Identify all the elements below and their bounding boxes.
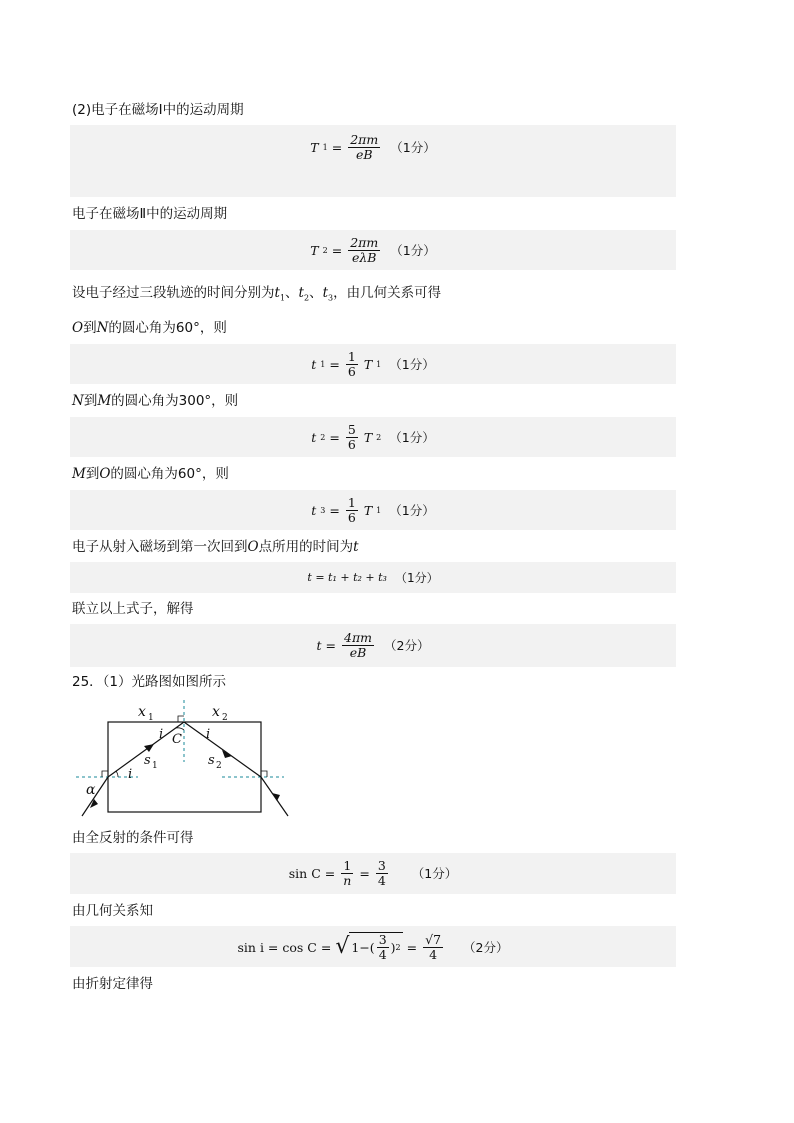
- equation-t1: t 1 = $\frac{1}{6}$ T 1 （1分）: [311, 348, 435, 379]
- svg-text:C: C: [172, 732, 182, 747]
- svg-text:α: α: [86, 782, 96, 798]
- svg-text:s: s: [208, 753, 215, 768]
- equation-t2: t 2 = $\frac{5}{6}$ T 2 （1分）: [311, 421, 435, 452]
- svg-text:2: 2: [222, 713, 228, 723]
- text-line-4: O到N的圆心角为60°，则: [72, 320, 227, 336]
- equation-sinC: sin C = $\frac{1}{n}$ = $\frac{3}{4}$ （1分）: [288, 857, 458, 888]
- text-line-5: N到M的圆心角为300°，则: [72, 393, 239, 409]
- text-line-11: 由几何关系知: [72, 903, 153, 919]
- text-line-12: 由折射定律得: [72, 976, 153, 992]
- light-path-svg: [72, 698, 292, 822]
- equation-sin-i: sin i = cos C = √ 1−( $\frac{3}{4}$ ) 2 = $\frac{√7}{4}$ （2分）: [237, 931, 509, 962]
- equation-total-time: t = t₁ + t₂ + t₃ （1分）: [307, 571, 439, 585]
- text-line-3: 设电子经过三段轨迹的时间分别为$t_1$、$t_2$、$t_3$，由几何关系可得: [72, 285, 442, 303]
- equation-t3: t 3 = $\frac{1}{6}$ T 1 （1分）: [311, 494, 435, 525]
- light-path-diagram: [72, 698, 292, 822]
- text-line-6: M到O的圆心角为60°，则: [72, 466, 229, 482]
- svg-text:2: 2: [216, 761, 222, 771]
- text-line-9: 25．（1）光路图如图所示: [72, 674, 227, 690]
- svg-text:i: i: [159, 727, 164, 742]
- label-x1: x: [138, 704, 146, 720]
- equation-result-t: t = $\frac{4\pi m}{eB}$ （2分）: [316, 629, 430, 660]
- svg-text:1: 1: [148, 713, 154, 723]
- label-x2: x: [212, 704, 220, 720]
- equation-period-2: T 2 = $\frac{2\pi m}{\text{eλB}}$ （1分）: [310, 234, 436, 265]
- text-line-1: (2)电子在磁场Ⅰ中的运动周期: [72, 102, 244, 118]
- text-line-7: 电子从射入磁场到第一次回到O点所用的时间为t: [72, 539, 359, 555]
- svg-text:i: i: [128, 767, 133, 782]
- svg-text:1: 1: [152, 761, 158, 771]
- svg-text:i: i: [206, 727, 211, 742]
- text-line-2: 电子在磁场Ⅱ中的运动周期: [72, 206, 228, 222]
- text-line-8: 联立以上式子，解得: [72, 601, 194, 617]
- equation-period-1: T 1 = $\frac{2\pi m}{eB}$ （1分）: [310, 131, 436, 162]
- svg-text:s: s: [144, 753, 151, 768]
- text-line-10: 由全反射的条件可得: [72, 830, 194, 846]
